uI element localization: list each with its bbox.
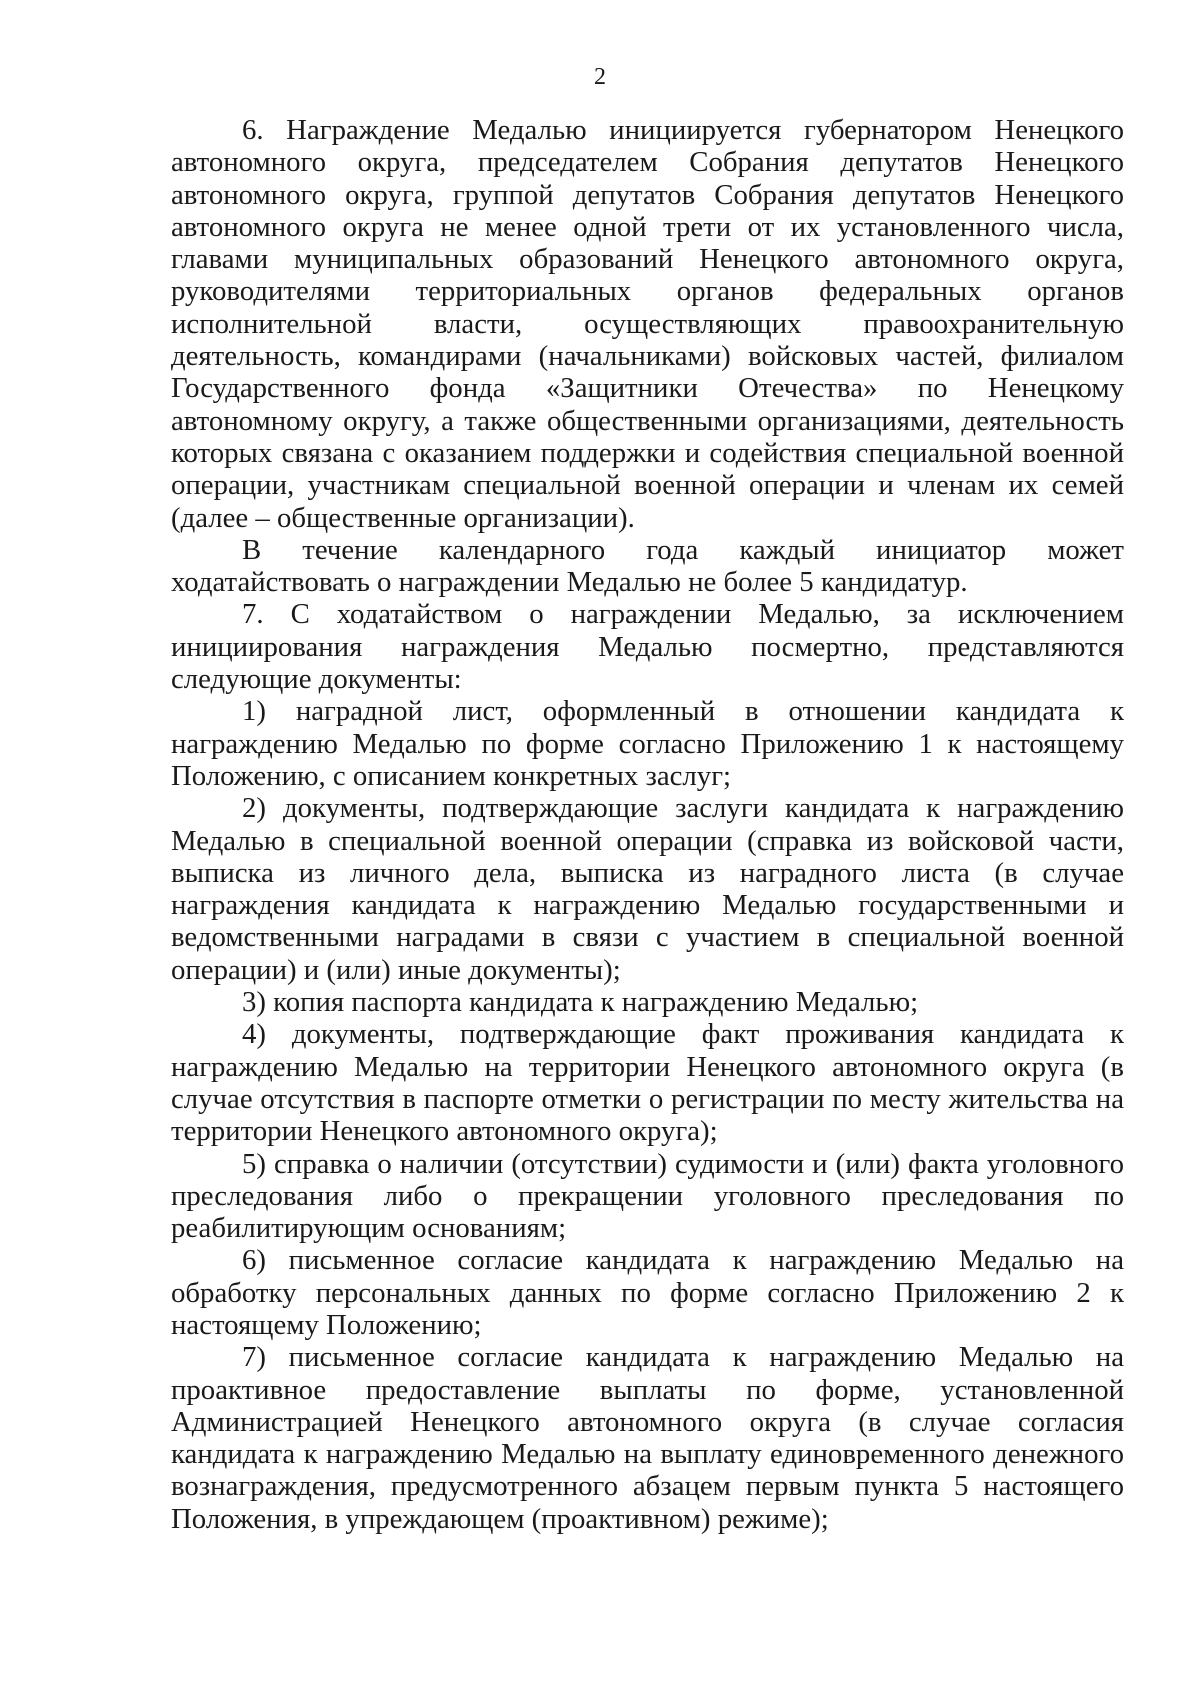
list-item-1: 1) наградной лист, оформленный в отношении кандидата к награждению Медалью по форме согласно Приложению 1 к настоящему Положению, с описанием конкретных заслуг;: [171, 695, 1124, 792]
list-item-3: 3) копия паспорта кандидата к награждению Медалью;: [242, 986, 919, 1019]
page-number: 2: [594, 64, 606, 90]
list-item-6: 6) письменное согласие кандидата к награждению Медалью на обработку персональных данных по форме согласно Приложению 2 к настоящему Положению;: [171, 1244, 1124, 1341]
list-item-4: 4) документы, подтверждающие факт проживания кандидата к награждению Медалью на территории Ненецкого автономного округа (в случае отсутствия в паспорте отметки о регистрации по месту жительства на территории Ненецкого автономного округа);: [171, 1018, 1124, 1148]
paragraph-item-6-limit: В течение календарного года каждый инициатор может ходатайствовать о награждении Медалью не более 5 кандидатур.: [171, 533, 1124, 599]
paragraph-item-7: 7. С ходатайством о награждении Медалью, за исключением инициирования награждения Медалью посмертно, представляются следующие документы:: [171, 598, 1124, 696]
document-body: [171, 114, 1124, 1535]
list-item-5: 5) справка о наличии (отсутствии) судимости и (или) факта уголовного преследования либо о прекращении уголовного преследования по реабилитирующим основаниям;: [171, 1147, 1124, 1245]
paragraph-item-6: 6. Награждение Медалью инициируется губернатором Ненецкого автономного округа, председателем Собрания депутатов Ненецкого автономного округа, группой депутатов Собрания депутатов Ненецкого автономного округа не менее одной трети от их установленного числа, главами муниципальных образований Ненецкого автономного округа, руководителями территориальных органов федеральных органов исполнительной власти, осуществляющих правоохранительную деятельность, командирами (начальниками) войсковых частей, филиалом Государственного фонда «Защитники Отечества» по Ненецкому автономному округу, а также общественными организациями, деятельность которых связана с оказанием поддержки и содействия специальной военной операции, участникам специальной военной операции и членам их семей (далее – общественные организации).: [171, 114, 1124, 534]
list-item-7: 7) письменное согласие кандидата к награждению Медалью на проактивное предоставление выплаты по форме, установленной Администрацией Ненецкого автономного округа (в случае согласия кандидата к награждению Медалью на выплату единовременного денежного вознаграждения, предусмотренного абзацем первым пункта 5 настоящего Положения, в упреждающем (проактивном) режиме);: [171, 1341, 1124, 1535]
list-item-2: 2) документы, подтверждающие заслуги кандидата к награждению Медалью в специальной военной операции (справка из войсковой части, выписка из личного дела, выписка из наградного листа (в случае награждения кандидата к награждению Медалью государственными и ведомственными наградами в связи с участием в специальной военной операции) и (или) иные документы);: [171, 792, 1124, 986]
